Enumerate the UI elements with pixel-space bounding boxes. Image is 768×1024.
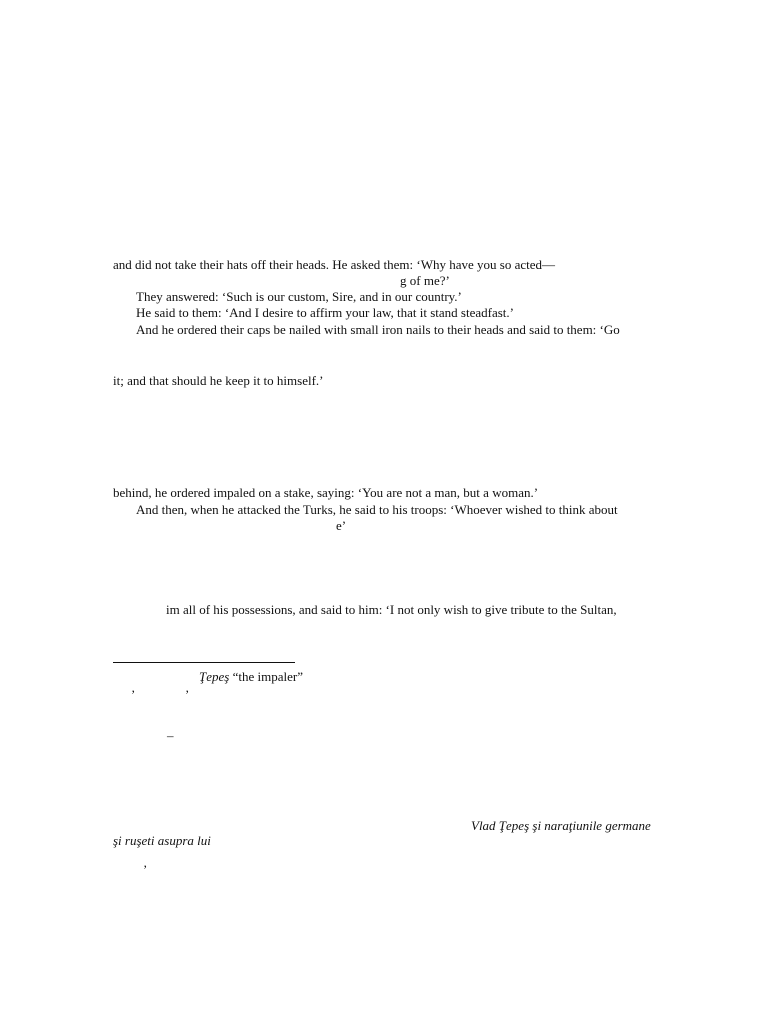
footnote-term: Ţepeş bbox=[199, 669, 230, 684]
footnote-mark: ‚ bbox=[131, 680, 136, 695]
body-line: e’ bbox=[336, 518, 347, 533]
body-line: And then, when he attacked the Turks, he said to his troops: ‘Whoever wished to think about bbox=[136, 502, 618, 517]
body-line: behind, he ordered impaled on a stake, saying: ‘You are not a man, but a woman.’ bbox=[113, 485, 539, 500]
body-line: He said to them: ‘And I desire to affirm your law, that it stand steadfast.’ bbox=[136, 305, 514, 320]
footnote-citation-title: şi ruşeti asupra lui bbox=[113, 833, 211, 848]
footnote-line bbox=[199, 669, 303, 685]
body-line: And he ordered their caps be nailed with small iron nails to their heads and said to them: ‘Go bbox=[136, 322, 620, 337]
footnote-mark: ‚ bbox=[143, 855, 148, 870]
body-line: im all of his possessions, and said to him: ‘I not only wish to give tribute to the Sultan, bbox=[166, 602, 617, 617]
footnote-citation-title: Vlad Ţepeş şi naraţiunile germane bbox=[471, 818, 651, 833]
body-line: g of me?’ bbox=[400, 273, 450, 288]
body-line: and did not take their hats off their heads. He asked them: ‘Why have you so acted— bbox=[113, 257, 555, 272]
footnote-text: “the impaler” bbox=[229, 669, 303, 684]
footnote-mark: ‚ bbox=[185, 680, 190, 695]
footnote-separator bbox=[113, 662, 295, 663]
body-line: it; and that should he keep it to himself.’ bbox=[113, 373, 324, 388]
footnote-dash: – bbox=[167, 728, 174, 743]
body-line: They answered: ‘Such is our custom, Sire, and in our country.’ bbox=[136, 289, 462, 304]
